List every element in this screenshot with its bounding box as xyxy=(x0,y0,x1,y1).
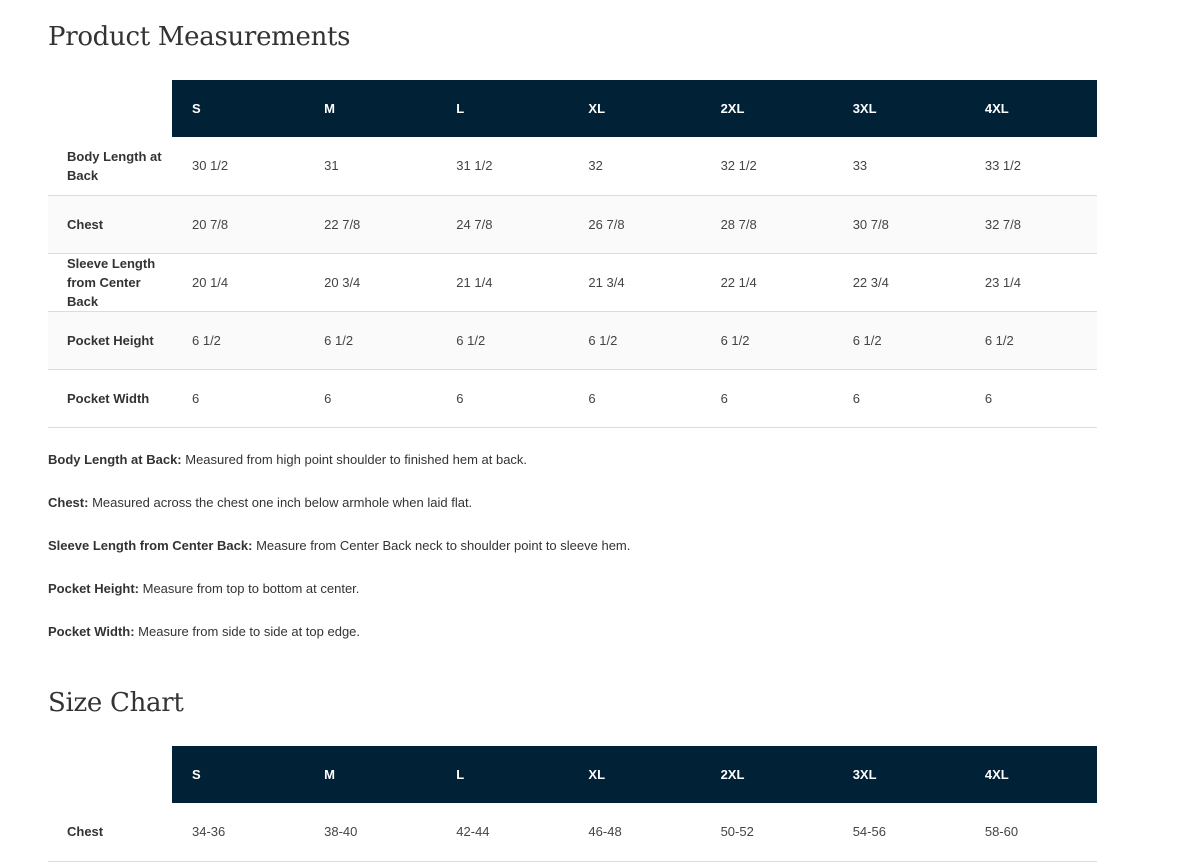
note-pocket-width xyxy=(48,622,1097,665)
table-cell: 54-56 xyxy=(852,824,886,840)
size-header-row xyxy=(48,80,1097,137)
size-header-m: M xyxy=(304,746,436,803)
size-header-xl: XL xyxy=(568,746,700,803)
table-cell: 6 xyxy=(984,390,993,406)
note-text: Measured across the chest one inch below armhole when laid flat. xyxy=(88,495,473,510)
table-cell: 6 1/2 xyxy=(984,332,1014,348)
table-cell: 6 xyxy=(324,390,332,406)
measurement-notes xyxy=(48,450,1097,665)
table-cell: 32 7/8 xyxy=(984,216,1021,232)
note-pocket-height xyxy=(48,579,1097,622)
table-cell: 6 xyxy=(588,390,596,406)
table-corner xyxy=(48,746,172,803)
row-label-chest: Chest xyxy=(67,824,104,840)
row-label-sleeve-length: Sleeve Length from Center Back xyxy=(67,255,156,309)
table-cell: 30 1/2 xyxy=(192,158,229,174)
note-text: Measured from high point shoulder to finished hem at back. xyxy=(181,452,528,467)
note-term: Pocket Width: xyxy=(48,624,135,639)
table-cell: 22 3/4 xyxy=(852,274,889,290)
table-cell: 20 7/8 xyxy=(192,216,229,232)
size-header-s: S xyxy=(172,80,304,137)
table-cell: 42-44 xyxy=(456,824,490,840)
note-term: Sleeve Length from Center Back: xyxy=(48,538,253,553)
size-chart-title: Size Chart xyxy=(48,688,184,718)
size-header-4xl: 4XL xyxy=(965,746,1097,803)
row-label-chest: Chest xyxy=(67,216,104,232)
table-cell: 21 3/4 xyxy=(588,274,625,290)
note-text: Measure from Center Back neck to shoulder point to sleeve hem. xyxy=(252,538,631,553)
size-header-s: S xyxy=(172,746,304,803)
note-term: Chest: xyxy=(48,495,89,510)
note-term: Body Length at Back: xyxy=(48,452,182,467)
product-measurements-table xyxy=(48,80,1097,428)
table-cell: 6 xyxy=(852,390,860,406)
table-row-chest xyxy=(48,803,1097,861)
table-cell: 34-36 xyxy=(192,824,226,840)
table-row-pocket-height xyxy=(48,311,1097,369)
table-cell: 33 xyxy=(852,158,868,174)
table-cell: 38-40 xyxy=(324,824,358,840)
size-header-m: M xyxy=(304,80,436,137)
table-cell: 6 1/2 xyxy=(720,332,750,348)
table-cell: 20 3/4 xyxy=(324,274,361,290)
table-cell: 21 1/4 xyxy=(456,274,493,290)
note-body-length xyxy=(48,450,1097,493)
table-row-pocket-width xyxy=(48,369,1097,427)
size-header-l: L xyxy=(436,80,568,137)
table-row-body-length xyxy=(48,137,1097,195)
size-header-l: L xyxy=(436,746,568,803)
table-cell: 23 1/4 xyxy=(984,274,1021,290)
note-term: Pocket Height: xyxy=(48,581,140,596)
table-cell: 58-60 xyxy=(984,824,1019,840)
size-header-row xyxy=(48,746,1097,803)
table-cell: 6 1/2 xyxy=(192,332,221,348)
table-cell: 30 7/8 xyxy=(852,216,889,232)
table-cell: 6 xyxy=(192,390,200,406)
table-row-sleeve-length xyxy=(48,253,1097,311)
note-text: Measure from side to side at top edge. xyxy=(134,624,361,639)
table-corner xyxy=(48,80,172,137)
table-row-chest xyxy=(48,195,1097,253)
table-cell: 33 1/2 xyxy=(984,158,1021,174)
size-chart-table xyxy=(48,746,1097,862)
table-cell: 20 1/4 xyxy=(192,274,229,290)
size-header-2xl: 2XL xyxy=(701,746,833,803)
row-label-pocket-height: Pocket Height xyxy=(67,332,154,348)
table-cell: 6 1/2 xyxy=(588,332,618,348)
table-cell: 31 xyxy=(324,158,339,174)
product-measurements-title: Product Measurements xyxy=(48,22,351,52)
table-cell: 31 1/2 xyxy=(456,158,493,174)
table-cell: 32 xyxy=(588,158,603,174)
size-header-xl: XL xyxy=(568,80,700,137)
table-cell: 6 1/2 xyxy=(852,332,882,348)
table-cell: 26 7/8 xyxy=(588,216,625,232)
note-sleeve-length xyxy=(48,536,1097,579)
table-cell: 6 1/2 xyxy=(324,332,354,348)
size-header-4xl: 4XL xyxy=(965,80,1097,137)
table-cell: 28 7/8 xyxy=(720,216,757,232)
note-text: Measure from top to bottom at center. xyxy=(139,581,360,596)
table-cell: 6 1/2 xyxy=(456,332,486,348)
table-cell: 24 7/8 xyxy=(456,216,493,232)
note-chest xyxy=(48,493,1097,536)
size-header-3xl: 3XL xyxy=(833,80,965,137)
size-header-3xl: 3XL xyxy=(833,746,965,803)
row-label-body-length: Body Length at Back xyxy=(67,148,162,183)
table-cell: 6 xyxy=(456,390,464,406)
table-cell: 46-48 xyxy=(588,824,622,840)
size-header-2xl: 2XL xyxy=(701,80,833,137)
table-cell: 22 7/8 xyxy=(324,216,361,232)
table-cell: 22 1/4 xyxy=(720,274,757,290)
table-cell: 32 1/2 xyxy=(720,158,757,174)
table-cell: 50-52 xyxy=(720,824,754,840)
table-cell: 6 xyxy=(720,390,728,406)
row-label-pocket-width: Pocket Width xyxy=(67,390,150,406)
